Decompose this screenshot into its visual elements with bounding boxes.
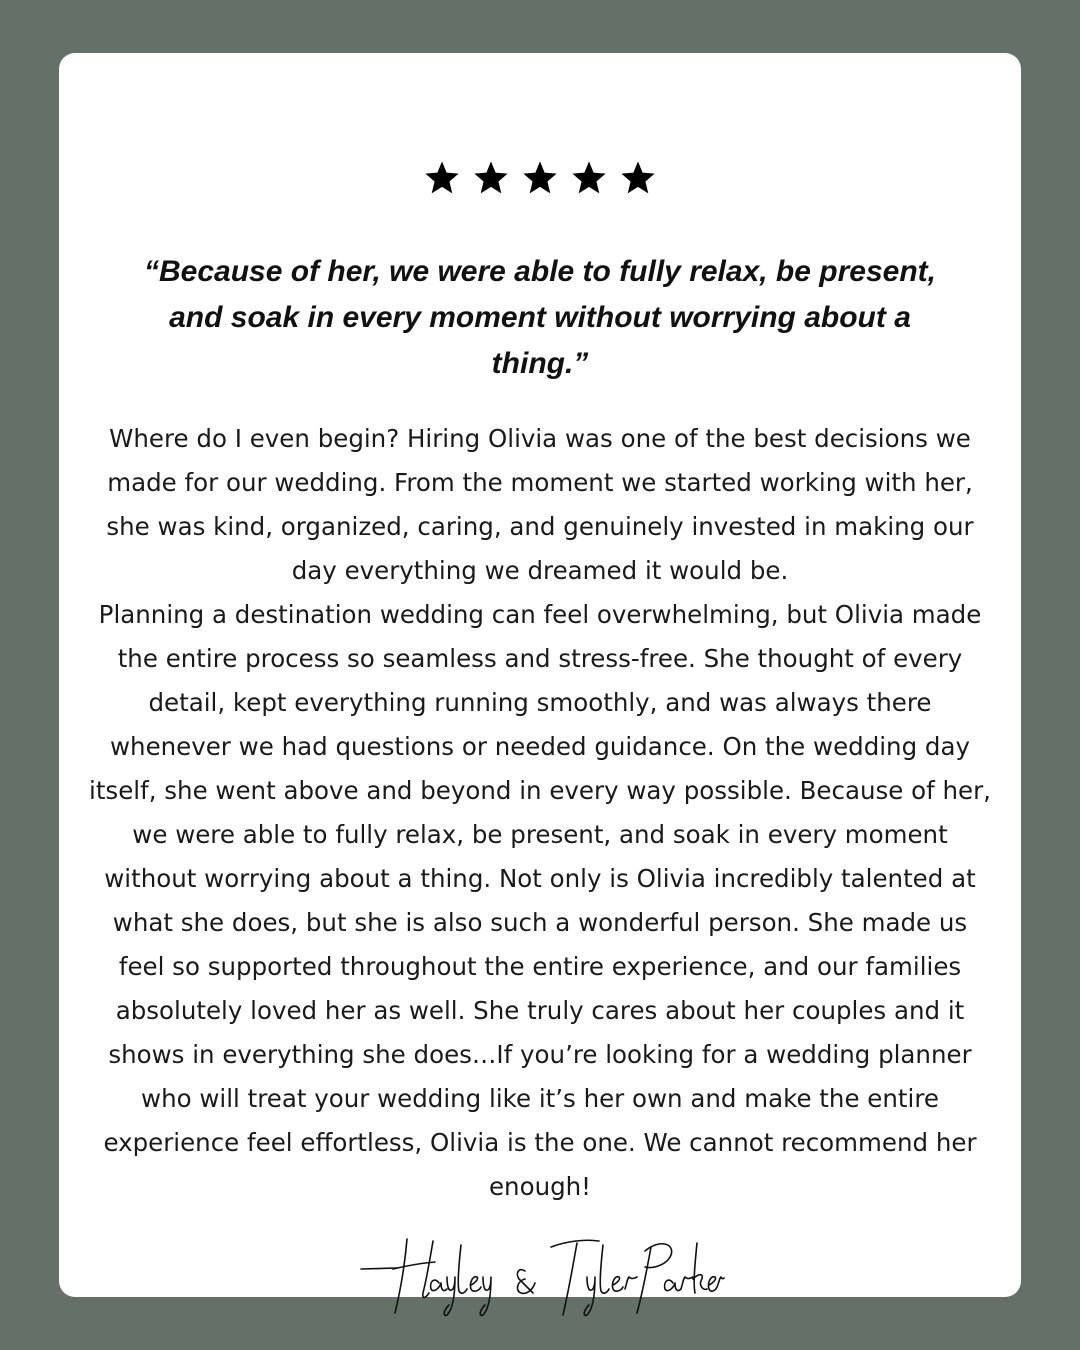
star-rating — [59, 159, 1021, 197]
review-paragraph: Where do I even begin? Hiring Olivia was one of the best decisions we made for our wedding. From the moment we started working with her, she was kind, organized, caring, and genuinely invested in making our day everything we dreamed it would be. — [106, 424, 974, 585]
star-icon — [472, 159, 510, 197]
review-text — [89, 417, 991, 1209]
review-paragraph: Planning a destination wedding can feel overwhelming, but Olivia made the entire process so seamless and stress-free. She thought of every detail, kept everything running smoothly, and was always there whenever we had questions or needed guidance. On the wedding day itself, she went above and beyond in every way possible. Because of her, we were able to fully relax, be present, and soak in every moment without worrying about a thing. Not only is Olivia incredibly talented at what she does, but she is also such a wonderful person. She made us feel so supported throughout the entire experience, and our families absolutely loved her as well. She truly cares about her couples and it shows in everything she does…If you’re looking for a wedding planner who will treat your wedding like it’s her own and make the entire experience feel effortless, Olivia is the one. We cannot recommend her enough! — [89, 600, 991, 1201]
star-icon — [619, 159, 657, 197]
star-icon — [423, 159, 461, 197]
handwritten-signature — [355, 1233, 725, 1323]
testimonial-card — [59, 53, 1021, 1297]
star-icon — [521, 159, 559, 197]
star-icon — [570, 159, 608, 197]
pull-quote: “Because of her, we were able to fully relax, be present, and soak in every moment without worrying about a thing.” — [144, 255, 936, 380]
